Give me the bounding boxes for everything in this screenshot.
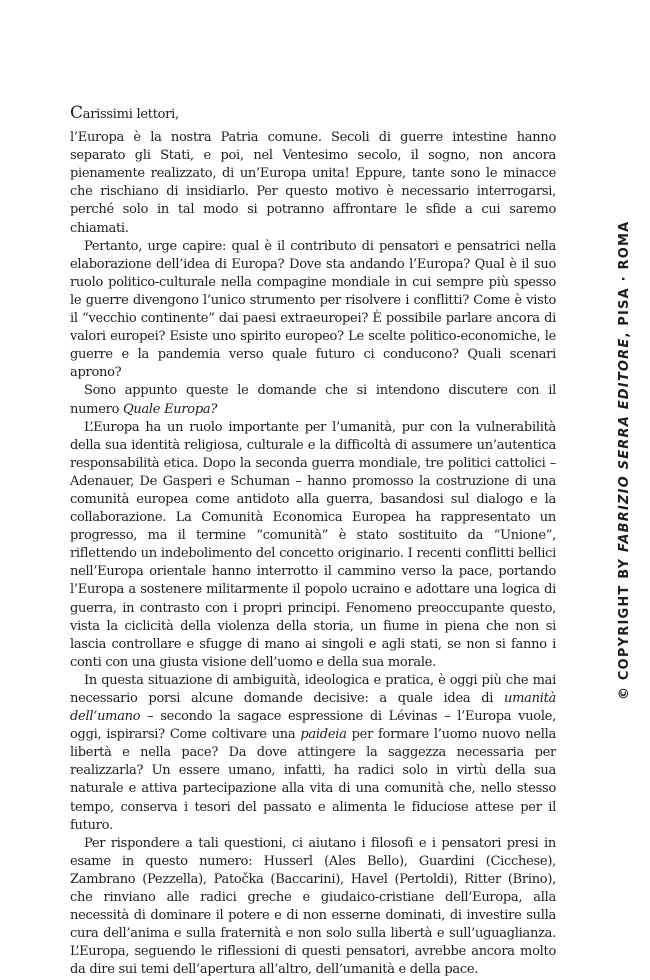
paragraph-5-italic-2: paideia	[300, 727, 347, 743]
copyright-suffix: , PISA · ROMA	[617, 220, 632, 338]
copyright-prefix: © COPYRIGHT BY	[617, 552, 632, 700]
paragraph-5-text-b: – secondo la sagace espressione di Lévinas – l’Europa vuole, oggi, ispirarsi? Come coltivare una	[70, 709, 556, 743]
salutation	[70, 104, 556, 124]
salutation-text: arissimi lettori,	[82, 107, 179, 122]
paragraph-3-text: Sono appunto queste le domande che si intendono discutere con il numero	[70, 383, 556, 417]
paragraph-5-text-a: In questa situazione di ambiguità, ideologica e pratica, è oggi più che mai necessario porsi alcune domande decisive: a quale idea di	[70, 672, 556, 706]
paragraph-5-italic-1: umanità dell’umano	[70, 691, 556, 725]
copyright-notice	[617, 221, 632, 700]
paragraph-1: l’Europa è la nostra Patria comune. Secoli di guerre intestine hanno separato gli Stati, e poi, nel Ventesimo secolo, il sogno, non ancora pienamente realizzato, di un’Europa unita! Eppure, tante sono le minacce che rischiano di insidiarlo. Per questo motivo è necessario interrogarsi, perché solo in tal modo si potranno affrontare le sfide a cui saremo chiamati.	[70, 130, 556, 236]
copyright-publisher: FABRIZIO SERRA EDITORE	[617, 337, 632, 552]
letter-body	[70, 104, 556, 980]
paragraph-6: Per rispondere a tali questioni, ci aiutano i filosofi e i pensatori presi in esame in questo numero: Husserl (Ales Bello), Guardini (Cicchese), Zambrano (Pezzella), Patočka (Baccarini), Havel (Pertoldi), Ritter (Brino), che rinviano alle radici greche e giudaico-cristiane dell’Europa, alla necessità di dominare il potere e di non esserne dominati, di investire sulla cura dell’anima e sulla fraternità e non solo sulla libertà e sull’uguaglianza. L’Europa, seguendo le riflessioni di questi pensatori, avrebbe ancora molto da dire sui temi dell’apertura all’altro, dell’umanità e della pace.	[70, 835, 556, 978]
paragraph-4: L’Europa ha un ruolo importante per l’umanità, pur con la vulnerabilità della sua identità religiosa, culturale e la difficoltà di assumere un’autentica responsabilità etica. Dopo la seconda guerra mondiale, tre politici cattolici – Adenauer, De Gasperi e Schuman – hanno promosso la costruzione di una comunità europea come antidoto alla guerra, basandosi sul dialogo e la collaborazione. La Comunità Economica Europea ha rappresentato un progresso, ma il termine “comunità” è stato sostituito da “Unione”, riflettendo un indebolimento del concetto originario. I recenti conflitti bellici nell’Europa orientale hanno interrotto il cammino verso la pace, portando l’Europa a sostenere militarmente il popolo ucraino e adottare una logica di guerra, in contrasto con i propri principi. Fenomeno preoccupante questo, vista la ciclicità della violenza della storia, un fiume in piena che non si lascia controllare e sfugge di mano ai singoli e agli stati, se non si fanno i conti con una giusta visione dell’uomo e della sua morale.	[70, 419, 556, 670]
paragraph-5-text-c: per formare l’uomo nuovo nella libertà e nella pace? Da dove attingere la saggezza necessaria per realizzarla? Un essere umano, infatti, ha radici solo in virtù della sua naturale e attiva partecipazione alla vita di una comunità che, nello stesso tempo, conserva i tesori del passato e alimenta le fiduciose attese per il futuro.	[70, 727, 556, 833]
salutation-initial: C	[70, 103, 83, 123]
paragraph-2: Pertanto, urge capire: qual è il contributo di pensatori e pensatrici nella elaborazione dell’idea di Europa? Dove sta andando l’Europa? Qual è il suo ruolo politico-culturale nella compagine mondiale in cui sempre più spesso le guerre divengono l’unico strumento per risolvere i conflitti? Come è visto il “vecchio continente” dai paesi extraeuropei? È possibile parlare ancora di valori europei? Esiste uno spirito europeo? Le scelte politico-economiche, le guerre e la pandemia verso quale futuro ci conducono? Quali scenari aprono?	[70, 238, 556, 381]
paragraph-3	[70, 382, 556, 418]
journal-issue-title: Quale Europa?	[122, 401, 218, 417]
paragraph-5	[70, 672, 556, 835]
